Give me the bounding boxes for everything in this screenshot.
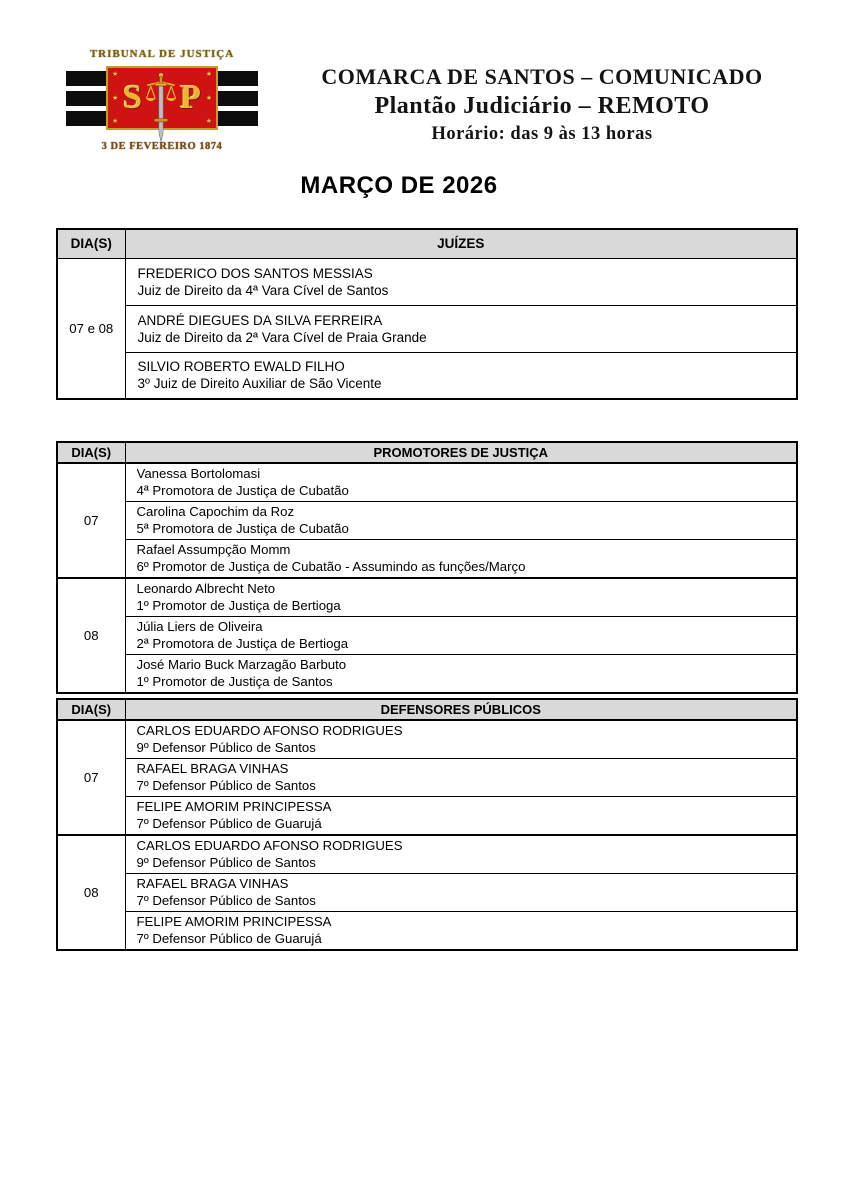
person-cell [125, 540, 797, 579]
person-name: FELIPE AMORIM PRINCIPESSA [136, 799, 332, 814]
person-name: SILVIO ROBERTO EWALD FILHO [137, 359, 345, 375]
table-row [57, 874, 797, 912]
person-cell [125, 463, 797, 502]
public-defenders-table [56, 698, 798, 951]
table-row [57, 655, 797, 694]
crest-red-shield [106, 66, 218, 130]
logo-top-text: TRIBUNAL DE JUSTIÇA [89, 48, 235, 60]
person-cell [125, 305, 797, 352]
table-row [57, 540, 797, 579]
person-name: Vanessa Bortolomasi [136, 466, 261, 481]
header-line-horario: Horário: das 9 às 13 horas [431, 124, 653, 144]
table-header-row [57, 699, 797, 720]
judges-table-grid [56, 228, 798, 400]
person-role: 7º Defensor Público de Santos [136, 892, 316, 908]
person-cell [125, 502, 797, 540]
table-header-row [57, 442, 797, 463]
person-name: José Mario Buck Marzagão Barbuto [136, 657, 347, 672]
person-role: 7º Defensor Público de Santos [136, 777, 316, 793]
table-row [57, 759, 797, 797]
header-line-plantao: Plantão Judiciário – REMOTO [374, 93, 710, 119]
table-row [57, 578, 797, 617]
person-role: 2ª Promotora de Justiça de Bertioga [136, 635, 349, 651]
crest-letter-s: S [123, 79, 143, 116]
person-role: 1º Promotor de Justiça de Bertioga [136, 597, 341, 613]
table-row [57, 912, 797, 951]
person-role: 7º Defensor Público de Guarujá [136, 930, 322, 946]
person-role: Juiz de Direito da 2ª Vara Cível de Praia Grande [137, 329, 427, 345]
category-column-header: JUÍZES [125, 229, 797, 258]
person-role: 6º Promotor de Justiça de Cubatão - Assumindo as funções/Março [136, 558, 526, 574]
person-role: 3º Juiz de Direito Auxiliar de São Vicente [137, 376, 382, 392]
document-header [286, 63, 798, 146]
person-name: Rafael Assumpção Momm [136, 542, 291, 557]
table-row [57, 463, 797, 502]
table-row [57, 797, 797, 836]
person-role: Juiz de Direito da 4ª Vara Cível de Santos [137, 282, 389, 298]
table-row [57, 835, 797, 874]
crest-letter-p: P [180, 79, 201, 116]
table-row [57, 352, 797, 399]
tjsp-logo [66, 48, 258, 152]
prosecutors-table [56, 441, 798, 694]
day-column-header: DIA(S) [57, 699, 125, 720]
table-row [57, 720, 797, 759]
person-name: CARLOS EDUARDO AFONSO RODRIGUES [136, 838, 403, 853]
person-name: CARLOS EDUARDO AFONSO RODRIGUES [136, 723, 403, 738]
day-cell: 08 [57, 578, 125, 693]
star-icon: ★ [112, 118, 119, 125]
person-name: FREDERICO DOS SANTOS MESSIAS [137, 265, 373, 281]
person-cell [125, 617, 797, 655]
person-role: 7º Defensor Público de Guarujá [136, 815, 322, 831]
person-name: Leonardo Albrecht Neto [136, 581, 276, 596]
person-name: Carolina Capochim da Roz [136, 504, 295, 519]
star-icon: ★ [205, 71, 212, 78]
person-cell [125, 578, 797, 617]
person-role: 5ª Promotora de Justiça de Cubatão [136, 520, 349, 536]
public-defenders-table-grid [56, 698, 798, 951]
person-cell [125, 835, 797, 874]
day-cell: 07 e 08 [57, 258, 125, 399]
table-row [57, 258, 797, 305]
day-column-header: DIA(S) [57, 442, 125, 463]
person-name: RAFAEL BRAGA VINHAS [136, 876, 289, 891]
header-line-comarca: COMARCA DE SANTOS – COMUNICADO [321, 64, 763, 89]
sp-flag [66, 66, 258, 130]
person-name: Júlia Liers de Oliveira [136, 619, 263, 634]
person-cell [125, 797, 797, 836]
person-name: FELIPE AMORIM PRINCIPESSA [136, 914, 332, 929]
category-column-header: DEFENSORES PÚBLICOS [125, 699, 797, 720]
person-role: 9º Defensor Público de Santos [136, 739, 316, 755]
person-cell [125, 352, 797, 399]
person-cell [125, 258, 797, 305]
star-icon: ★ [112, 95, 119, 102]
star-icon: ★ [205, 95, 212, 102]
month-title: MARÇO DE 2026 [300, 172, 498, 199]
judges-table [56, 228, 798, 400]
table-row [57, 305, 797, 352]
table-header-row [57, 229, 797, 258]
day-cell: 07 [57, 463, 125, 578]
sword-and-scales-icon [144, 67, 178, 153]
logo-bottom-text: 3 DE FEVEREIRO 1874 [101, 141, 223, 152]
day-cell: 07 [57, 720, 125, 835]
prosecutors-table-grid [56, 441, 798, 694]
person-role: 1º Promotor de Justiça de Santos [136, 673, 333, 689]
star-icon: ★ [205, 118, 212, 125]
person-role: 4ª Promotora de Justiça de Cubatão [136, 482, 349, 498]
table-row [57, 617, 797, 655]
person-role: 9º Defensor Público de Santos [136, 854, 316, 870]
day-column-header: DIA(S) [57, 229, 125, 258]
person-cell [125, 720, 797, 759]
table-row [57, 502, 797, 540]
star-icon: ★ [112, 71, 119, 78]
day-cell: 08 [57, 835, 125, 950]
person-cell [125, 912, 797, 951]
person-cell [125, 655, 797, 694]
person-name: RAFAEL BRAGA VINHAS [136, 761, 289, 776]
person-cell [125, 874, 797, 912]
category-column-header: PROMOTORES DE JUSTIÇA [125, 442, 797, 463]
person-cell [125, 759, 797, 797]
person-name: ANDRÉ DIEGUES DA SILVA FERREIRA [137, 312, 383, 328]
